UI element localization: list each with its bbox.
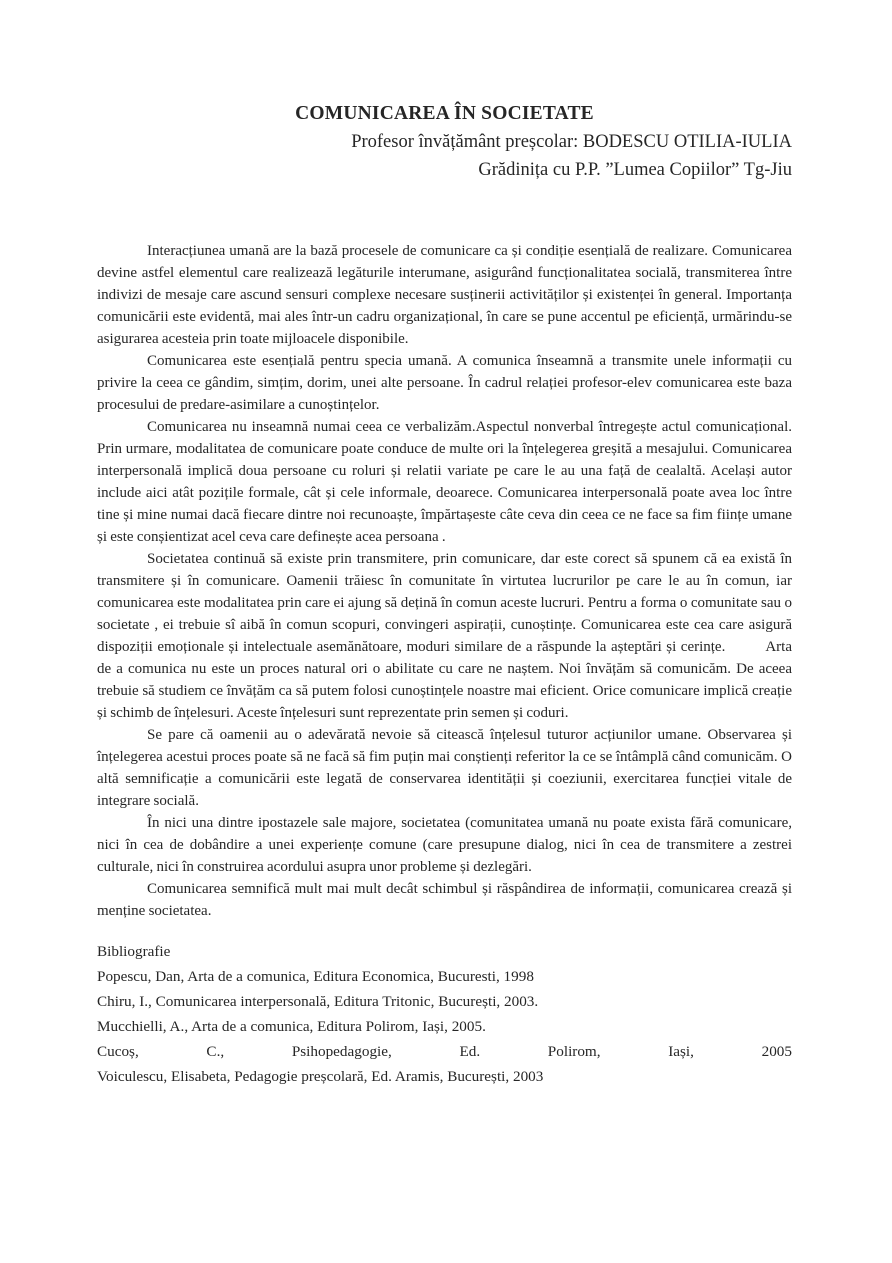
bibliography-entry-popescu: Popescu, Dan, Arta de a comunica, Editura Economica, Bucuresti, 1998 [97,968,534,985]
paragraph-interactiunea: Interacțiunea umană are la bază procesele de comunicare ca și condiție esențială de realizare. Comunicarea devine astfel elementul care realizează legăturile interumane, asigurând funcționalitatea socială, transmiterea între indivizi de mesaje care ascund sensuri complexe necesare susținerii activităților și existenței în general. Importanța comunicării este evidentă, mai ales într-un cadru organizațional, în care se pune accentul pe eficiență, urmărindu-se asigurarea acesteia prin toate mijloacele disponibile. [97,243,792,347]
paragraph-concluzie: Comunicarea semnifică mult mai mult decât schimbul și răspândirea de informații, comunicarea crează și menține societatea. [97,881,792,919]
bibliography-entry-chiru: Chiru, I., Comunicarea interpersonală, Editura Tritonic, București, 2003. [97,993,539,1010]
bibliography-heading: Bibliografie [97,943,171,960]
bibliography-entry-voiculescu: Voiculescu, Elisabeta, Pedagogie preșcolară, Ed. Aramis, București, 2003 [97,1068,544,1085]
document-body [97,240,792,922]
paragraph-se-pare: Se pare că oamenii au o adevărată nevoie să citească înțelesul tuturor acțiunilor umane. Observarea și înțelegerea acestui proces poate să ne facă să fim puțin mai conștienți referitor la ce se întâmplă când comunicăm. O altă semnificație a comunicării este legată de conservarea identității și coeziunii, exercitarea funcției vitale de integrare socială. [97,727,792,809]
paragraph-nonverbal: Comunicarea nu inseamnă numai ceea ce verbalizăm.Aspectul nonverbal întregește actul comunicațional. Prin urmare, modalitatea de comunicare poate conduce de multe ori la înțelegerea greșită a mesajului. Comunicarea interpersonală implică doua persoane cu roluri și relatii variate pe care le au una față de cealaltă. Același autor include aici atât pozițile formale, cât și cele informale, deoarece. Comunicarea interpersonală poate avea loc între tine și mine numai dacă fiecare dintre noi recunoaște, împărtașeste câte ceva din ceea ce ne face sa fim ființe umane și este conșientizat acel ceva care definește acea persoana . [97,419,792,545]
paragraph-societatea-part-a: Societatea continuă să existe prin transmitere, prin comunicare, dar este corect să spunem că ea există în transmitere și în comunicare. Oamenii trăiesc în comunitate în virtutea lucrurilor pe care le au în comun, iar comunicarea este modalitatea prin care ei ajung să dețină în comun aceste lucruri. Pentru a forma o comunitate sau o societate , ei trebuie sî aibă în comun scopuri, convingeri aspirații, cunoștințe. Comunicarea este cea care asigură dispoziții emoționale și intelectuale asemănătoare, moduri similare de a răspunde la așteptări și cerințe. [97,551,792,655]
bibliography-entry-cucos: Cucoș, C., Psihopedagogie, Ed. Polirom, Iași, 2005 [97,1043,792,1060]
paragraph-ipostaze: În nici una dintre ipostazele sale majore, societatea (comunitatea umană nu poate exista fără comunicare, nici în cea de dobândire a unei experiențe comune (care presupune dialog, nici în cea de transmitere a zestrei culturale, nici în construirea acordului asupra unor probleme și dezlegări. [97,815,792,875]
bibliography-entry-mucchielli: Mucchielli, A., Arta de a comunica, Editura Polirom, Iași, 2005. [97,1018,486,1035]
bibliography-section [97,939,792,1089]
paragraph-comunicarea-esentiala: Comunicarea este esențială pentru specia umană. A comunica înseamnă a transmite unele informații cu privire la ceea ce gândim, simțim, dorim, unei alte persoane. În cadrul relației profesor-elev comunicarea este baza procesului de predare-asimilare a cunoștințelor. [97,353,792,413]
paragraph-societatea-part-b: Arta de a comunica nu este un proces natural ori o abilitate cu care ne naștem. Noi învățăm să comunicăm. De aceea trebuie să studiem ce învățăm ca să putem folosi cunoștințele noastre mai eficient. Orice comunicare implică creație și schimb de înțelesuri. Aceste înțelesuri sunt reprezentate prin semen și coduri. [97,639,792,721]
paragraph-societatea [97,548,792,724]
document-title: COMUNICAREA ÎN SOCIETATE [295,103,594,124]
institution-line: Grădinița cu P.P. ”Lumea Copiilor” Tg-Jiu [478,160,792,180]
author-line: Profesor învățământ preșcolar: BODESCU OTILIA-IULIA [351,132,792,152]
document-header [97,100,792,184]
